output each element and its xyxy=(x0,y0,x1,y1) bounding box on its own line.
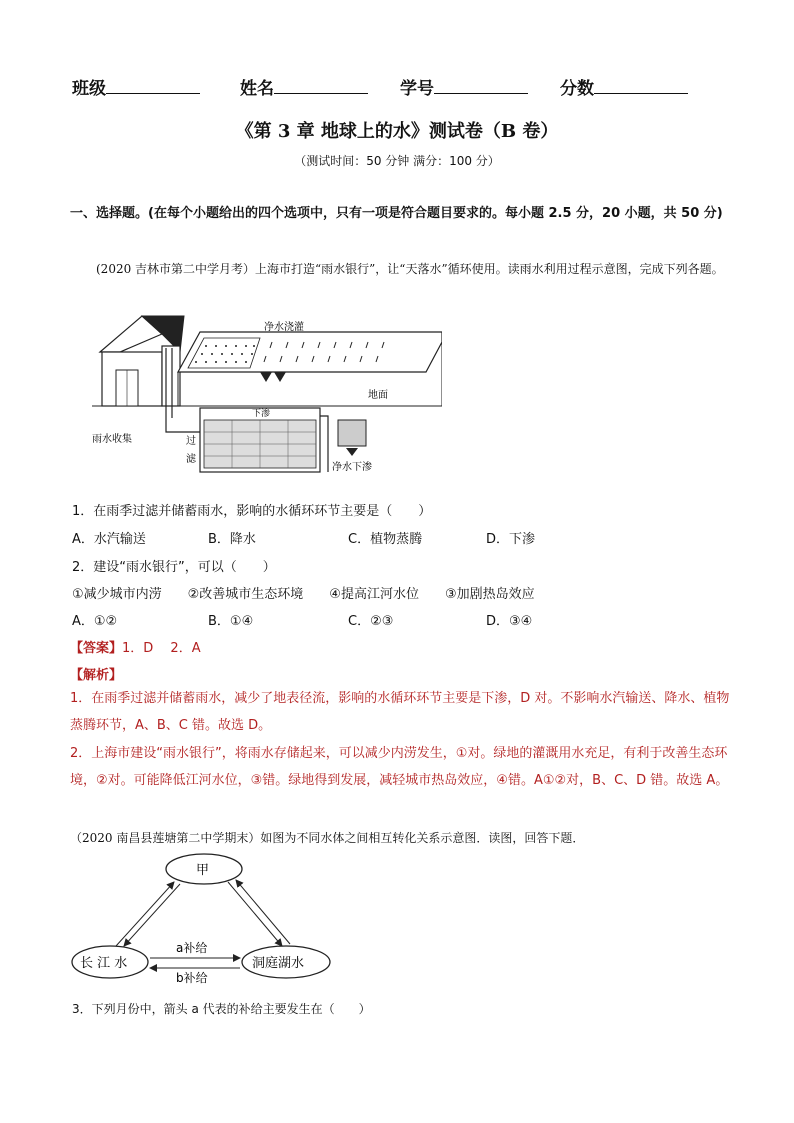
analysis-paragraph-1: 1．在雨季过滤并储蓄雨水，减少了地表径流，影响的水循环环节主要是下渗，D 对。不影响水汽输送、降水、植物蒸腾环节，A、B、C 错。故选 D。 xyxy=(70,691,730,733)
pipe-to-tank xyxy=(166,424,200,432)
rainwater-diagram xyxy=(92,312,442,478)
id-field xyxy=(400,74,528,99)
label-filter-1: 过 xyxy=(186,436,196,447)
score-label: 分数 xyxy=(560,79,594,99)
label-ground: 地面 xyxy=(368,390,388,401)
arrow-right-down xyxy=(228,882,282,946)
section-heading: 一、选择题。(在每个小题给出的四个选项中，只有一项是符合题目要求的。每小题 2.5 分，20 小题，共 50 分) xyxy=(70,206,723,221)
analysis-paragraph-2: 2．上海市建设“雨水银行”，将雨水存储起来，可以减少内涝发生，①对。绿地的灌溉用水充足，有利于改善生态环境，②对。可能降低江河水位，③错。绿地得到发展，减轻城市热岛效应，④错。A①②对，B、C、D 错。故选 A。 xyxy=(70,746,729,788)
answer-block xyxy=(70,637,201,656)
node-right-label: 洞庭湖水 xyxy=(252,956,305,971)
arrow-b-label: b补给 xyxy=(176,971,208,984)
q1-option-b[interactable]: B．降水 xyxy=(208,532,256,547)
answer-label: 【答案】 xyxy=(70,641,123,656)
q1-option-d[interactable]: D．下渗 xyxy=(486,532,536,547)
name-label: 姓名 xyxy=(240,79,274,99)
label-clean-seep: 净水下渗 xyxy=(332,462,372,473)
q2-option-a[interactable]: A．①② xyxy=(72,614,118,629)
question-3-stem: 3．下列月份中，箭头 a 代表的补给主要发生在（ ） xyxy=(72,1002,371,1016)
arrow-left-down xyxy=(124,884,180,946)
class-blank[interactable] xyxy=(106,77,200,94)
intro-paragraph-1: (2020 吉林市第二中学月考）上海市打造“雨水银行”，让“天落水”循环使用。读雨水利用过程示意图，完成下列各题。 xyxy=(96,262,724,276)
clean-seep-box xyxy=(338,420,366,446)
irrigation-arrows xyxy=(260,372,286,382)
label-filter-2: 滤 xyxy=(186,454,196,465)
id-label: 学号 xyxy=(400,79,434,99)
class-field xyxy=(72,74,200,99)
intro-paragraph-2: （2020 南昌县莲塘第二中学期末）如图为不同水体之间相互转化关系示意图．读图，回答下题． xyxy=(70,831,585,845)
page-title: 《第 3 章 地球上的水》测试卷（B 卷） xyxy=(235,121,559,142)
node-left-label: 长 江 水 xyxy=(80,956,128,971)
question-2-stem: 2．建设“雨水银行”，可以（ ） xyxy=(72,560,276,575)
q2-option-c[interactable]: C．②③ xyxy=(348,614,394,629)
q1-option-c[interactable]: C．植物蒸腾 xyxy=(348,532,423,547)
arrow-left-up xyxy=(116,882,174,946)
seep-arrow xyxy=(346,448,358,456)
q2-option-d[interactable]: D．③④ xyxy=(486,614,533,629)
id-blank[interactable] xyxy=(434,77,528,94)
question-1-stem: 1．在雨季过滤并储蓄雨水，影响的水循环环节主要是（ ） xyxy=(72,504,432,519)
arrow-a-label: a补给 xyxy=(176,941,208,955)
arrow-right-up xyxy=(236,880,290,944)
score-field xyxy=(560,74,688,99)
class-label: 班级 xyxy=(72,79,106,99)
page-subtitle: （测试时间：50 分钟 满分：100 分） xyxy=(294,154,500,168)
label-collect: 雨水收集 xyxy=(92,434,132,445)
label-irrigation: 净水浇灌 xyxy=(264,322,304,333)
q2-option-b[interactable]: B．①④ xyxy=(208,614,254,629)
question-2-statements: ①减少城市内涝 ②改善城市生态环境 ④提高江河水位 ③加剧热岛效应 xyxy=(72,587,535,602)
water-relationship-diagram xyxy=(68,852,338,984)
name-blank[interactable] xyxy=(274,77,368,94)
score-blank[interactable] xyxy=(594,77,688,94)
q1-option-a[interactable]: A．水汽输送 xyxy=(72,532,146,547)
label-seep: 下渗 xyxy=(252,409,271,419)
analysis-label: 【解析】 xyxy=(70,668,123,683)
answer-text: 1．D 2．A xyxy=(122,641,201,656)
node-top-label: 甲 xyxy=(196,863,210,878)
house-side-wall xyxy=(162,346,180,406)
name-field xyxy=(240,74,368,99)
